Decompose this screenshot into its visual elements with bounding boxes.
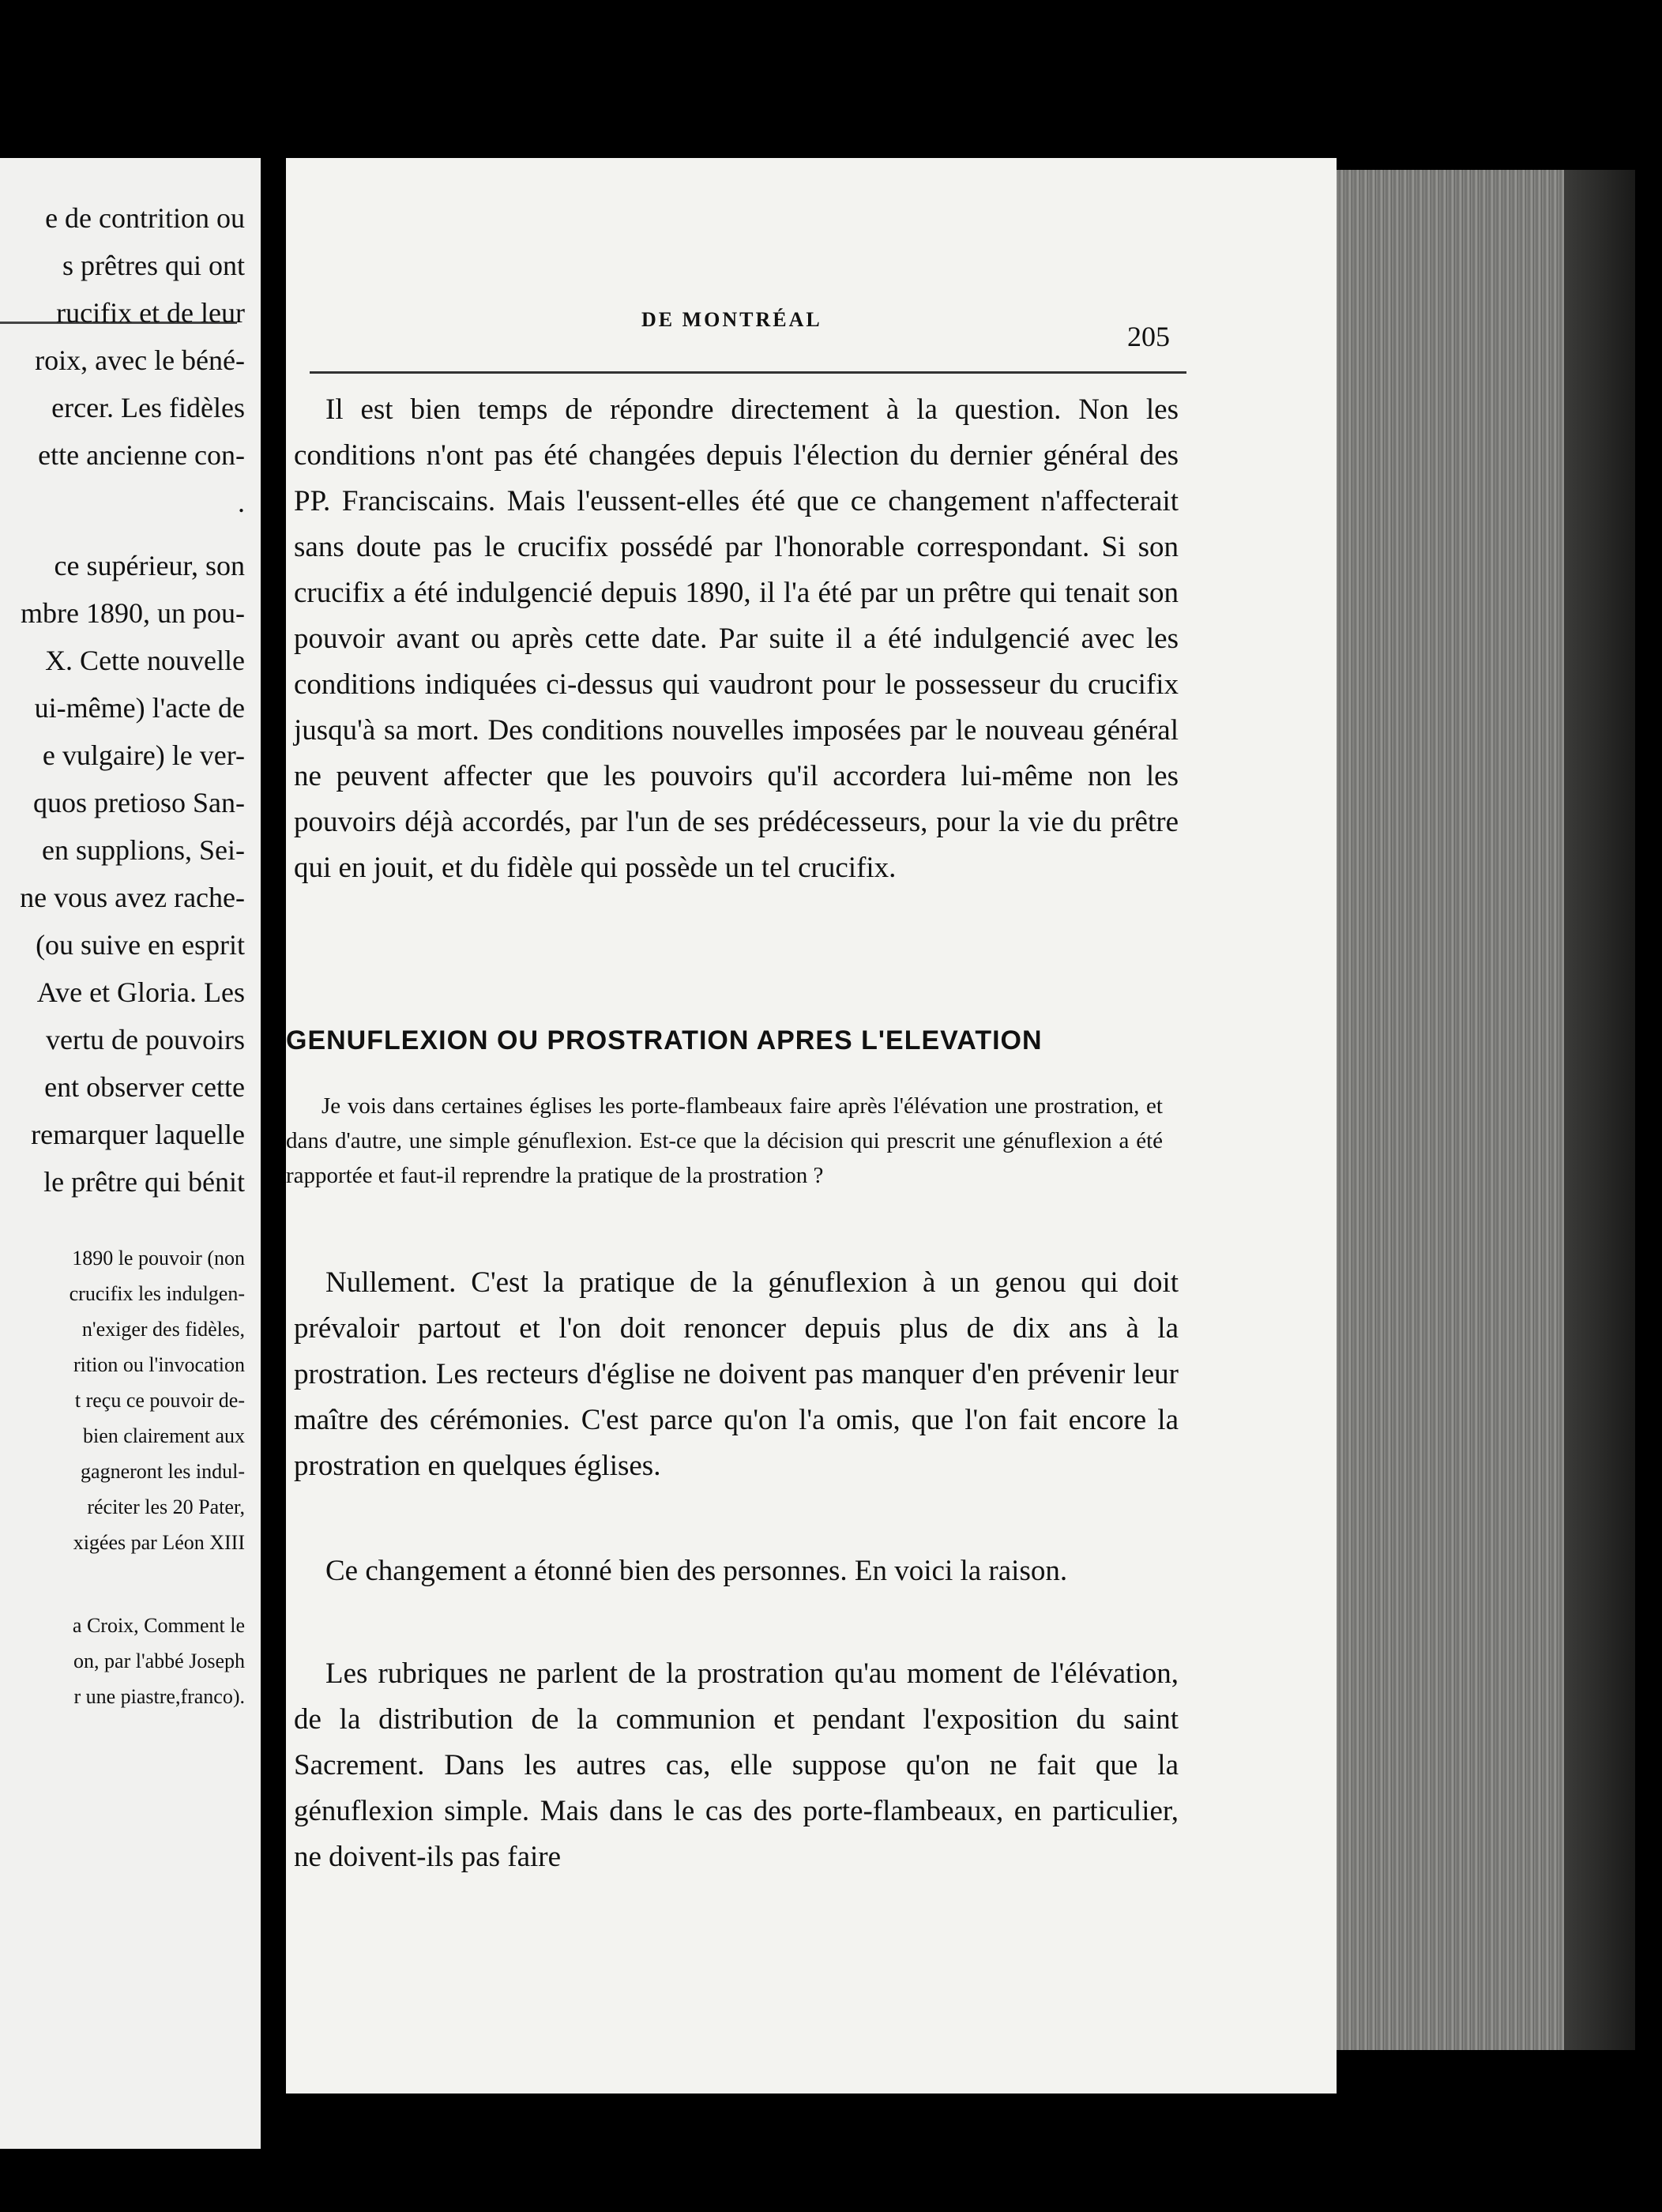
left-text-line: Ave et Gloria. Les (36, 976, 245, 1008)
left-text-line: crucifix les indulgen- (69, 1282, 245, 1305)
section-heading: GENUFLEXION OU PROSTRATION APRES L'ELEVATION (286, 1025, 1043, 1055)
left-page (0, 158, 261, 2149)
paragraph-nullement: Nullement. C'est la pratique de la génuflexion à un genou qui doit prévaloir partout et l'on doit renoncer depuis plus de dix ans à la prostration. Les recteurs d'église ne doivent pas manquer d'en prévenir leur maître des cérémonies. C'est parce qu'on l'a omis, que l'on fait encore la prostration en quelques églises. (294, 1266, 1179, 1482)
left-text-line: 1890 le pouvoir (non (72, 1247, 245, 1270)
left-text-line: on, par l'abbé Joseph (73, 1650, 245, 1672)
page-number: 205 (1127, 321, 1170, 352)
left-text-line: quos pretioso San- (33, 787, 245, 818)
left-text-line: rucifix et de leur (56, 297, 245, 329)
left-text-line: r une piastre,franco). (73, 1685, 245, 1708)
left-text-line: mbre 1890, un pou- (21, 597, 245, 629)
question-text: Je vois dans certaines églises les porte-flambeaux faire après l'élévation une prostration, et dans d'autre, une simple génuflexion. Est-ce que la décision qui prescrit une génuflexion a été rapportée et faut-il reprendre la pratique de la prostration ? (286, 1093, 1163, 1188)
left-text-line: ne vous avez rache- (20, 882, 245, 913)
left-text-line: gagneront les indul- (81, 1460, 245, 1483)
left-text-line: . (238, 487, 245, 518)
left-text-line: s prêtres qui ont (62, 250, 245, 281)
left-text-line: X. Cette nouvelle (45, 645, 245, 676)
running-head: DE MONTRÉAL (641, 308, 822, 331)
paragraph-changement: Ce changement a étonné bien des personnes. En voici la raison. (325, 1555, 1068, 1587)
left-text-line: réciter les 20 Pater, (87, 1495, 245, 1518)
left-text-line: roix, avec le béné- (35, 344, 245, 376)
book-gutter (261, 142, 284, 2212)
left-text-line: bien clairement aux (82, 1424, 245, 1447)
left-text-line: e de contrition ou (45, 202, 245, 234)
left-text-line: (ou suive en esprit (36, 929, 245, 961)
left-text-line: t reçu ce pouvoir de- (74, 1389, 245, 1412)
left-text-line: n'exiger des fidèles, (81, 1318, 245, 1341)
left-text-line: ce supérieur, son (54, 550, 245, 581)
left-text-line: en supplions, Sei- (42, 834, 245, 866)
left-text-line: ent observer cette (44, 1071, 245, 1103)
paragraph-rubriques: Les rubriques ne parlent de la prostration qu'au moment de l'élévation, de la distribution de la communion et pendant l'exposition du saint Sacrement. Dans les autres cas, elle suppose qu'on ne fait que la génuflexion simple. Mais dans le cas des porte-flambeaux, en particulier, ne doivent-ils pas faire (294, 1657, 1179, 1873)
left-text-line: vertu de pouvoirs (46, 1024, 245, 1055)
left-text-line: ette ancienne con- (38, 439, 245, 471)
header-rule (310, 371, 1186, 374)
left-text-line: ui-même) l'acte de (34, 692, 245, 724)
left-text-line: ercer. Les fidèles (51, 392, 245, 423)
page-edges-shadow (1564, 170, 1635, 2050)
left-text-line: e vulgaire) le ver- (42, 739, 245, 771)
left-text-line: xigées par Léon XIII (73, 1531, 245, 1554)
paragraph-answer: Il est bien temps de répondre directement à la question. Non les conditions n'ont pas été changées depuis l'élection du dernier général des PP. Franciscains. Mais l'eussent-elles été que ce changement n'affecterait sans doute pas le crucifix possédé par l'honorable correspondant. Si son crucifix a été indulgencié depuis 1890, il l'a été par un prêtre qui tenait son pouvoir avant ou après cette date. Par suite il a été indulgencié avec les conditions indiquées ci-dessus qui vaudront pour le possesseur du crucifix jusqu'à sa mort. Des conditions nouvelles imposées par le nouveau général ne peuvent affecter que les pouvoirs qu'il accordera lui-même non les pouvoirs déjà accordés, par l'un de ses prédécesseurs, pour la vie du prêtre qui en jouit, et du fidèle qui possède un tel crucifix. (294, 393, 1179, 884)
left-text-line: remarquer laquelle (31, 1119, 245, 1150)
left-text-line: rition ou l'invocation (73, 1353, 245, 1376)
left-text-line: le prêtre qui bénit (43, 1166, 245, 1198)
right-page (286, 158, 1337, 2094)
scan-border (0, 2149, 1662, 2212)
left-text-line: a Croix, Comment le (72, 1614, 245, 1637)
